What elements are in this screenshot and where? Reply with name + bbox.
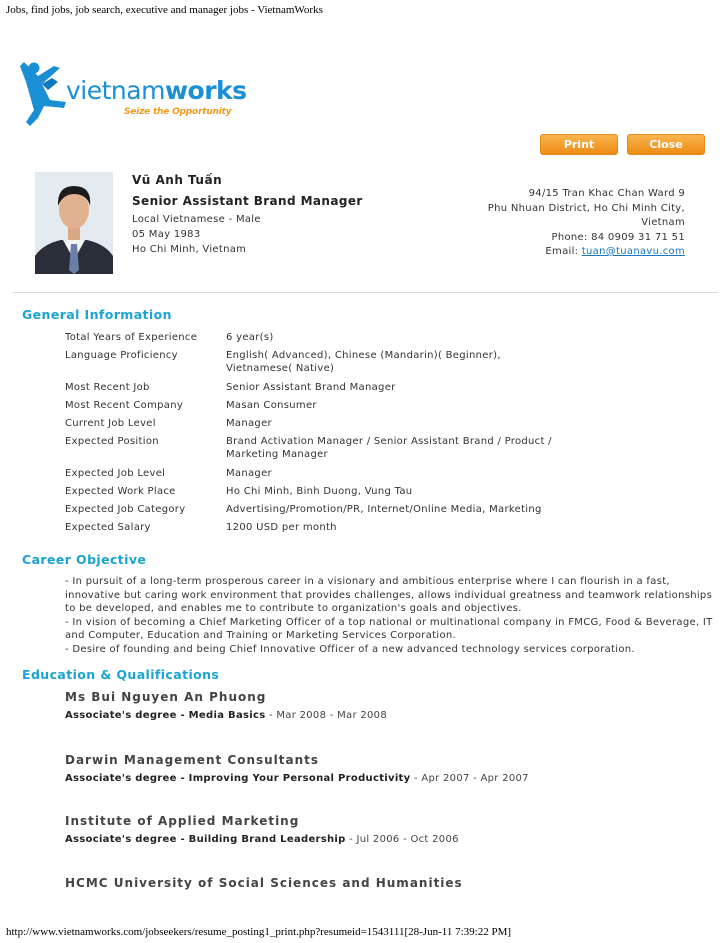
school-name: Institute of Applied Marketing xyxy=(65,814,300,828)
address-line-2: Phu Nhuan District, Ho Chi Minh City, xyxy=(487,202,685,214)
degree-line xyxy=(65,709,387,723)
candidate-name: Vũ Anh Tuấn xyxy=(132,173,223,187)
birth-date: 05 May 1983 xyxy=(132,229,201,240)
nationality-gender: Local Vietnamese - Male xyxy=(132,214,261,225)
education-entry xyxy=(65,813,459,847)
section-heading-career: Career Objective xyxy=(22,552,147,567)
education-entry xyxy=(65,689,387,723)
info-row xyxy=(65,417,585,430)
education-entry xyxy=(65,752,529,786)
info-row xyxy=(65,349,585,375)
info-value: Senior Assistant Brand Manager xyxy=(226,382,396,393)
degree-line xyxy=(65,772,529,786)
info-value: Advertising/Promotion/PR, Internet/Online Media, Marketing xyxy=(226,504,542,515)
info-row xyxy=(65,503,585,516)
degree-period: - Mar 2008 - Mar 2008 xyxy=(265,710,387,721)
email-link[interactable]: tuan@tuanavu.com xyxy=(581,246,685,257)
degree-title: Associate's degree - Building Brand Leadership xyxy=(65,834,346,845)
page-title: Jobs, find jobs, job search, executive and manager jobs - VietnamWorks xyxy=(6,4,323,16)
objective-paragraph: - In pursuit of a long-term prosperous career in a visionary and ambitious enterprise where I can flourish in a fast, innovative but caring work environment that provides challenges, allows individual greatness and teamwork relationships to be developed, and enables me to contribute to organization's goals and objectives. xyxy=(65,576,713,614)
info-value: Manager xyxy=(226,468,272,479)
info-value: Masan Consumer xyxy=(226,400,317,411)
profile-summary xyxy=(132,172,363,257)
degree-line xyxy=(65,833,459,847)
info-row xyxy=(65,485,585,498)
school-name: Darwin Management Consultants xyxy=(65,753,320,767)
vietnamworks-logo[interactable] xyxy=(18,56,247,131)
close-button[interactable]: Close xyxy=(627,134,705,155)
info-label: Most Recent Company xyxy=(65,400,184,411)
profile-photo xyxy=(35,172,113,274)
info-value: 1200 USD per month xyxy=(226,522,337,533)
education-entry xyxy=(65,875,463,891)
info-value: Manager xyxy=(226,418,272,429)
footer-url: http://www.vietnamworks.com/jobseekers/resume_posting1_print.php?resumeid=1543111[28-Jun-11 7:39:22 PM] xyxy=(6,926,512,938)
email-label: Email: xyxy=(545,246,582,257)
school-name: HCMC University of Social Sciences and Humanities xyxy=(65,876,463,890)
info-label: Total Years of Experience xyxy=(65,332,198,343)
general-info-table xyxy=(65,331,585,534)
info-row xyxy=(65,435,585,461)
info-row xyxy=(65,467,585,480)
degree-period: - Apr 2007 - Apr 2007 xyxy=(410,773,529,784)
degree-title: Associate's degree - Improving Your Personal Productivity xyxy=(65,773,411,784)
objective-paragraph: - In vision of becoming a Chief Marketing Officer of a top national or multinational company in FMCG, Food & Beverage, IT and Computer, Education and Training or Marketing Services Corporation. xyxy=(65,616,713,641)
info-row xyxy=(65,399,585,412)
info-value: Brand Activation Manager / Senior Assistant Brand / Product / Marketing Manager xyxy=(226,436,552,460)
info-label: Expected Salary xyxy=(65,522,151,533)
info-value: Ho Chi Minh, Binh Duong, Vung Tau xyxy=(226,486,413,497)
info-label: Language Proficiency xyxy=(65,350,178,361)
phone: Phone: 84 0909 31 71 51 xyxy=(551,231,685,243)
info-label: Current Job Level xyxy=(65,418,156,429)
logo-word-bold: works xyxy=(164,76,247,105)
address-line-1: 94/15 Tran Khac Chan Ward 9 xyxy=(528,188,685,199)
info-row xyxy=(65,381,585,394)
divider xyxy=(12,292,718,293)
objective-paragraph: - Desire of founding and being Chief Innovative Officer of a new advanced technology services corporation. xyxy=(65,643,635,655)
info-row xyxy=(65,331,585,344)
degree-title: Associate's degree - Media Basics xyxy=(65,710,266,721)
section-heading-education: Education & Qualifications xyxy=(22,667,220,682)
logo-word-regular: vietnam xyxy=(66,76,165,105)
info-label: Expected Job Category xyxy=(65,504,186,515)
career-objective xyxy=(65,575,715,656)
info-value: English( Advanced), Chinese (Mandarin)( Beginner), Vietnamese( Native) xyxy=(226,350,501,374)
info-value: 6 year(s) xyxy=(226,332,274,343)
info-label: Expected Job Level xyxy=(65,468,166,479)
section-heading-general: General Information xyxy=(22,307,172,322)
address-line-3: Vietnam xyxy=(641,217,685,228)
contact-info xyxy=(455,187,685,260)
degree-period: - Jul 2006 - Oct 2006 xyxy=(345,834,459,845)
info-row xyxy=(65,521,585,534)
location: Ho Chi Minh, Vietnam xyxy=(132,244,247,255)
school-name: Ms Bui Nguyen An Phuong xyxy=(65,690,267,704)
info-label: Expected Position xyxy=(65,436,159,447)
info-label: Expected Work Place xyxy=(65,486,176,497)
email-row xyxy=(455,245,685,260)
logo-wordmark xyxy=(66,76,247,105)
print-button[interactable]: Print xyxy=(540,134,618,155)
logo-tagline: Seize the Opportunity xyxy=(124,107,232,117)
candidate-title: Senior Assistant Brand Manager xyxy=(132,194,363,208)
info-label: Most Recent Job xyxy=(65,382,150,393)
